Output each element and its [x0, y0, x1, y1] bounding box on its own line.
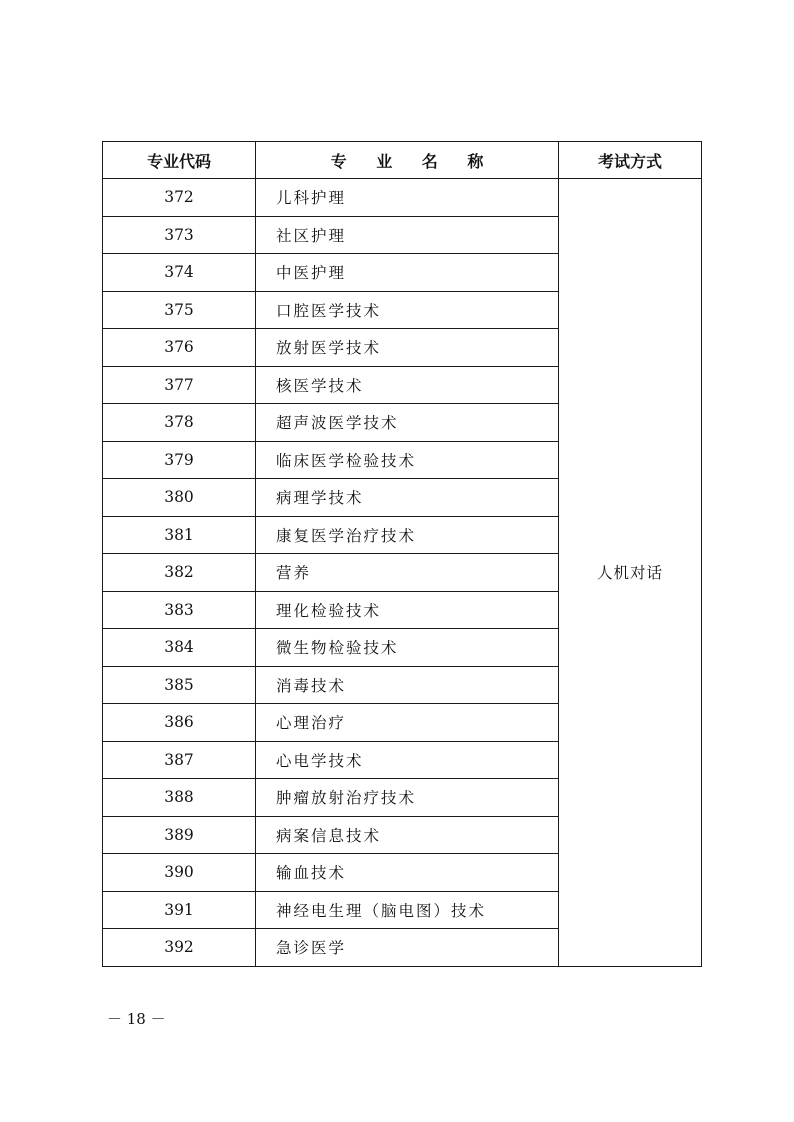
specialty-name: 心理治疗 — [256, 704, 559, 742]
table-header-row — [103, 142, 702, 179]
header-code: 专业代码 — [103, 142, 256, 179]
specialty-code: 373 — [103, 216, 256, 254]
specialty-code: 376 — [103, 329, 256, 367]
specialty-name: 社区护理 — [256, 216, 559, 254]
specialty-name: 儿科护理 — [256, 179, 559, 217]
specialty-name: 心电学技术 — [256, 741, 559, 779]
specialty-name: 急诊医学 — [256, 929, 559, 967]
specialty-name: 输血技术 — [256, 854, 559, 892]
specialty-name: 放射医学技术 — [256, 329, 559, 367]
specialty-code: 389 — [103, 816, 256, 854]
specialty-name: 中医护理 — [256, 254, 559, 292]
header-name: 专 业 名 称 — [256, 142, 559, 179]
specialty-code: 382 — [103, 554, 256, 592]
specialty-code: 378 — [103, 404, 256, 442]
table-body — [103, 179, 702, 967]
exam-method: 人机对话 — [559, 179, 702, 967]
specialty-name: 临床医学检验技术 — [256, 441, 559, 479]
specialty-name: 康复医学治疗技术 — [256, 516, 559, 554]
page-number: － 18 － — [107, 1010, 166, 1028]
specialty-code: 386 — [103, 704, 256, 742]
specialty-name: 超声波医学技术 — [256, 404, 559, 442]
specialty-code: 372 — [103, 179, 256, 217]
specialty-code: 381 — [103, 516, 256, 554]
specialty-code: 383 — [103, 591, 256, 629]
specialty-name: 微生物检验技术 — [256, 629, 559, 667]
specialty-code: 375 — [103, 291, 256, 329]
specialty-code: 385 — [103, 666, 256, 704]
specialty-name: 肿瘤放射治疗技术 — [256, 779, 559, 817]
specialty-code: 379 — [103, 441, 256, 479]
table-row — [103, 179, 702, 217]
specialty-code: 387 — [103, 741, 256, 779]
specialty-code: 390 — [103, 854, 256, 892]
specialty-name: 营养 — [256, 554, 559, 592]
specialty-name: 核医学技术 — [256, 366, 559, 404]
specialty-name: 理化检验技术 — [256, 591, 559, 629]
specialty-table — [102, 141, 702, 967]
specialty-code: 380 — [103, 479, 256, 517]
specialty-code: 392 — [103, 929, 256, 967]
specialty-code: 391 — [103, 891, 256, 929]
specialty-name: 口腔医学技术 — [256, 291, 559, 329]
specialty-code: 388 — [103, 779, 256, 817]
specialty-name: 消毒技术 — [256, 666, 559, 704]
specialty-code: 384 — [103, 629, 256, 667]
header-method: 考试方式 — [559, 142, 702, 179]
specialty-code: 377 — [103, 366, 256, 404]
specialty-name: 病案信息技术 — [256, 816, 559, 854]
specialty-code: 374 — [103, 254, 256, 292]
specialty-name: 病理学技术 — [256, 479, 559, 517]
specialty-name: 神经电生理（脑电图）技术 — [256, 891, 559, 929]
